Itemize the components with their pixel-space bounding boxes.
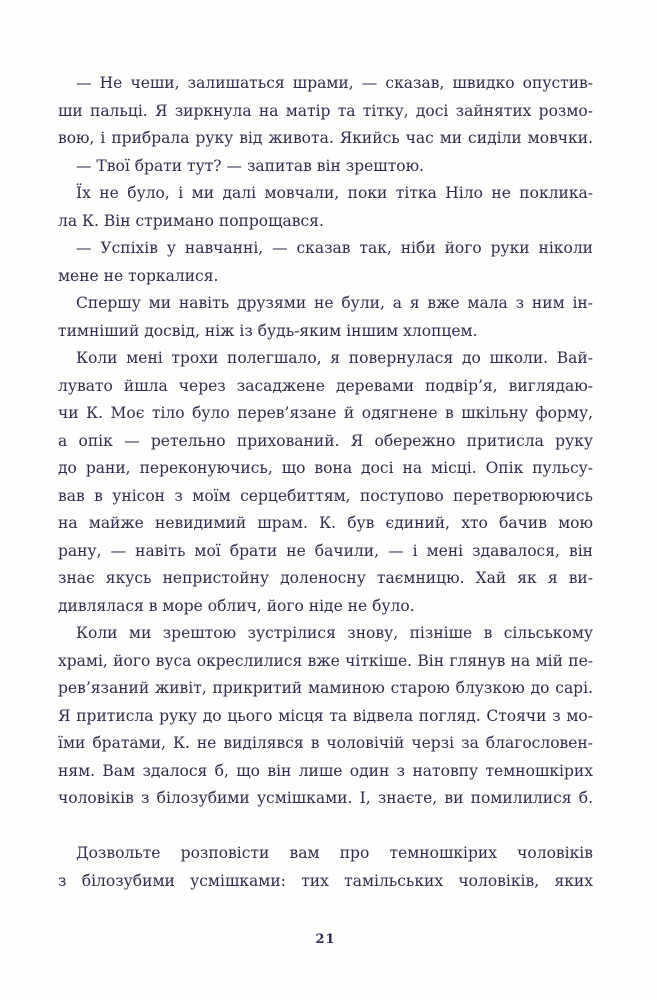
text-line: Дозвольте розповісти вам про темношкірих чоловіків bbox=[76, 844, 593, 862]
text-line: на майже невидимий шрам. К. був єдиний, хто бачив мою bbox=[58, 514, 593, 532]
text-line: — Успіхів у навчанні, — сказав так, ніби його руки ніколи bbox=[76, 239, 593, 257]
text-line: чи К. Моє тіло було перев’язане й одягнене в шкільну форму, bbox=[58, 404, 593, 422]
text-line: ши пальці. Я зиркнула на матір та тітку, досі зайнятих розмо- bbox=[58, 101, 593, 120]
page-footer bbox=[58, 928, 593, 947]
paragraph bbox=[58, 70, 593, 153]
paragraph bbox=[58, 290, 593, 345]
paragraph bbox=[58, 235, 593, 290]
text-line: Їх не було, і ми далі мовчали, поки тітка Ніло не поклика- bbox=[76, 184, 593, 202]
text-line: вав в унісон з моїм серцебиттям, поступово перетворюючись bbox=[58, 486, 593, 505]
page-number: 21 bbox=[315, 932, 336, 947]
text-line: знає якусь непристойну доленосну таємницю. Хай як я ви- bbox=[58, 569, 593, 587]
text-line: Коли мені трохи полегшало, я повернулася до школи. Вай- bbox=[76, 349, 593, 367]
text-line: Коли ми зрештою зустрілися знову, пізніше в сільському bbox=[76, 624, 593, 642]
text-line: ла К. Він стримано попрощався. bbox=[58, 211, 324, 230]
text-line: лувато йшла через засаджене деревами подвір’я, виглядаю- bbox=[58, 376, 593, 395]
paragraph bbox=[58, 620, 593, 813]
paragraph bbox=[58, 153, 593, 181]
text-line: Я притисла руку до цього місця та відвела погляд. Стоячи з мо- bbox=[58, 706, 593, 725]
text-line: ням. Вам здалося б, що він лише один з натовпу темношкірих bbox=[58, 761, 593, 780]
paragraph bbox=[58, 180, 593, 235]
text-line: — Не чеши, залишаться шрами, — сказав, швидко опустив- bbox=[76, 74, 593, 92]
text-line: храмі, його вуса окреслилися вже чіткіше. Він глянув на мій пе- bbox=[58, 651, 593, 670]
text-line: рев’язаний живіт, прикритий маминою старою блузкою до сарі. bbox=[58, 679, 593, 697]
paragraph bbox=[58, 840, 593, 895]
paragraph bbox=[58, 345, 593, 620]
text-block bbox=[58, 70, 593, 895]
text-line: тимніший досвід, ніж із будь-яким іншим хлопцем. bbox=[58, 321, 478, 340]
text-line: — Твої брати тут? — запитав він зрештою. bbox=[76, 156, 425, 175]
text-line: Спершу ми навіть друзями не були, а я вже мала з ним ін- bbox=[76, 294, 593, 312]
text-line: з білозубими усмішками: тих тамільських чоловіків, яких bbox=[58, 871, 593, 890]
text-line: мене не торкалися. bbox=[58, 266, 219, 285]
text-line: їми братами, К. не виділявся в чоловічій черзі за благословен- bbox=[58, 734, 593, 752]
text-line: дивлялася в море облич, його ніде не було. bbox=[58, 596, 415, 615]
text-line: чоловіків з білозубими усмішками. І, знаєте, ви помилилися б. bbox=[58, 789, 593, 807]
text-line: рану, — навіть мої брати не бачили, — і мені здавалося, він bbox=[58, 541, 593, 560]
text-line: вою, і прибрала руку від живота. Якийсь час ми сиділи мовчки. bbox=[58, 129, 593, 147]
text-line: до рани, переконуючись, що вона досі на місці. Опік пульсу- bbox=[58, 459, 593, 477]
text-line: а опік — ретельно прихований. Я обережно притисла руку bbox=[58, 431, 593, 450]
